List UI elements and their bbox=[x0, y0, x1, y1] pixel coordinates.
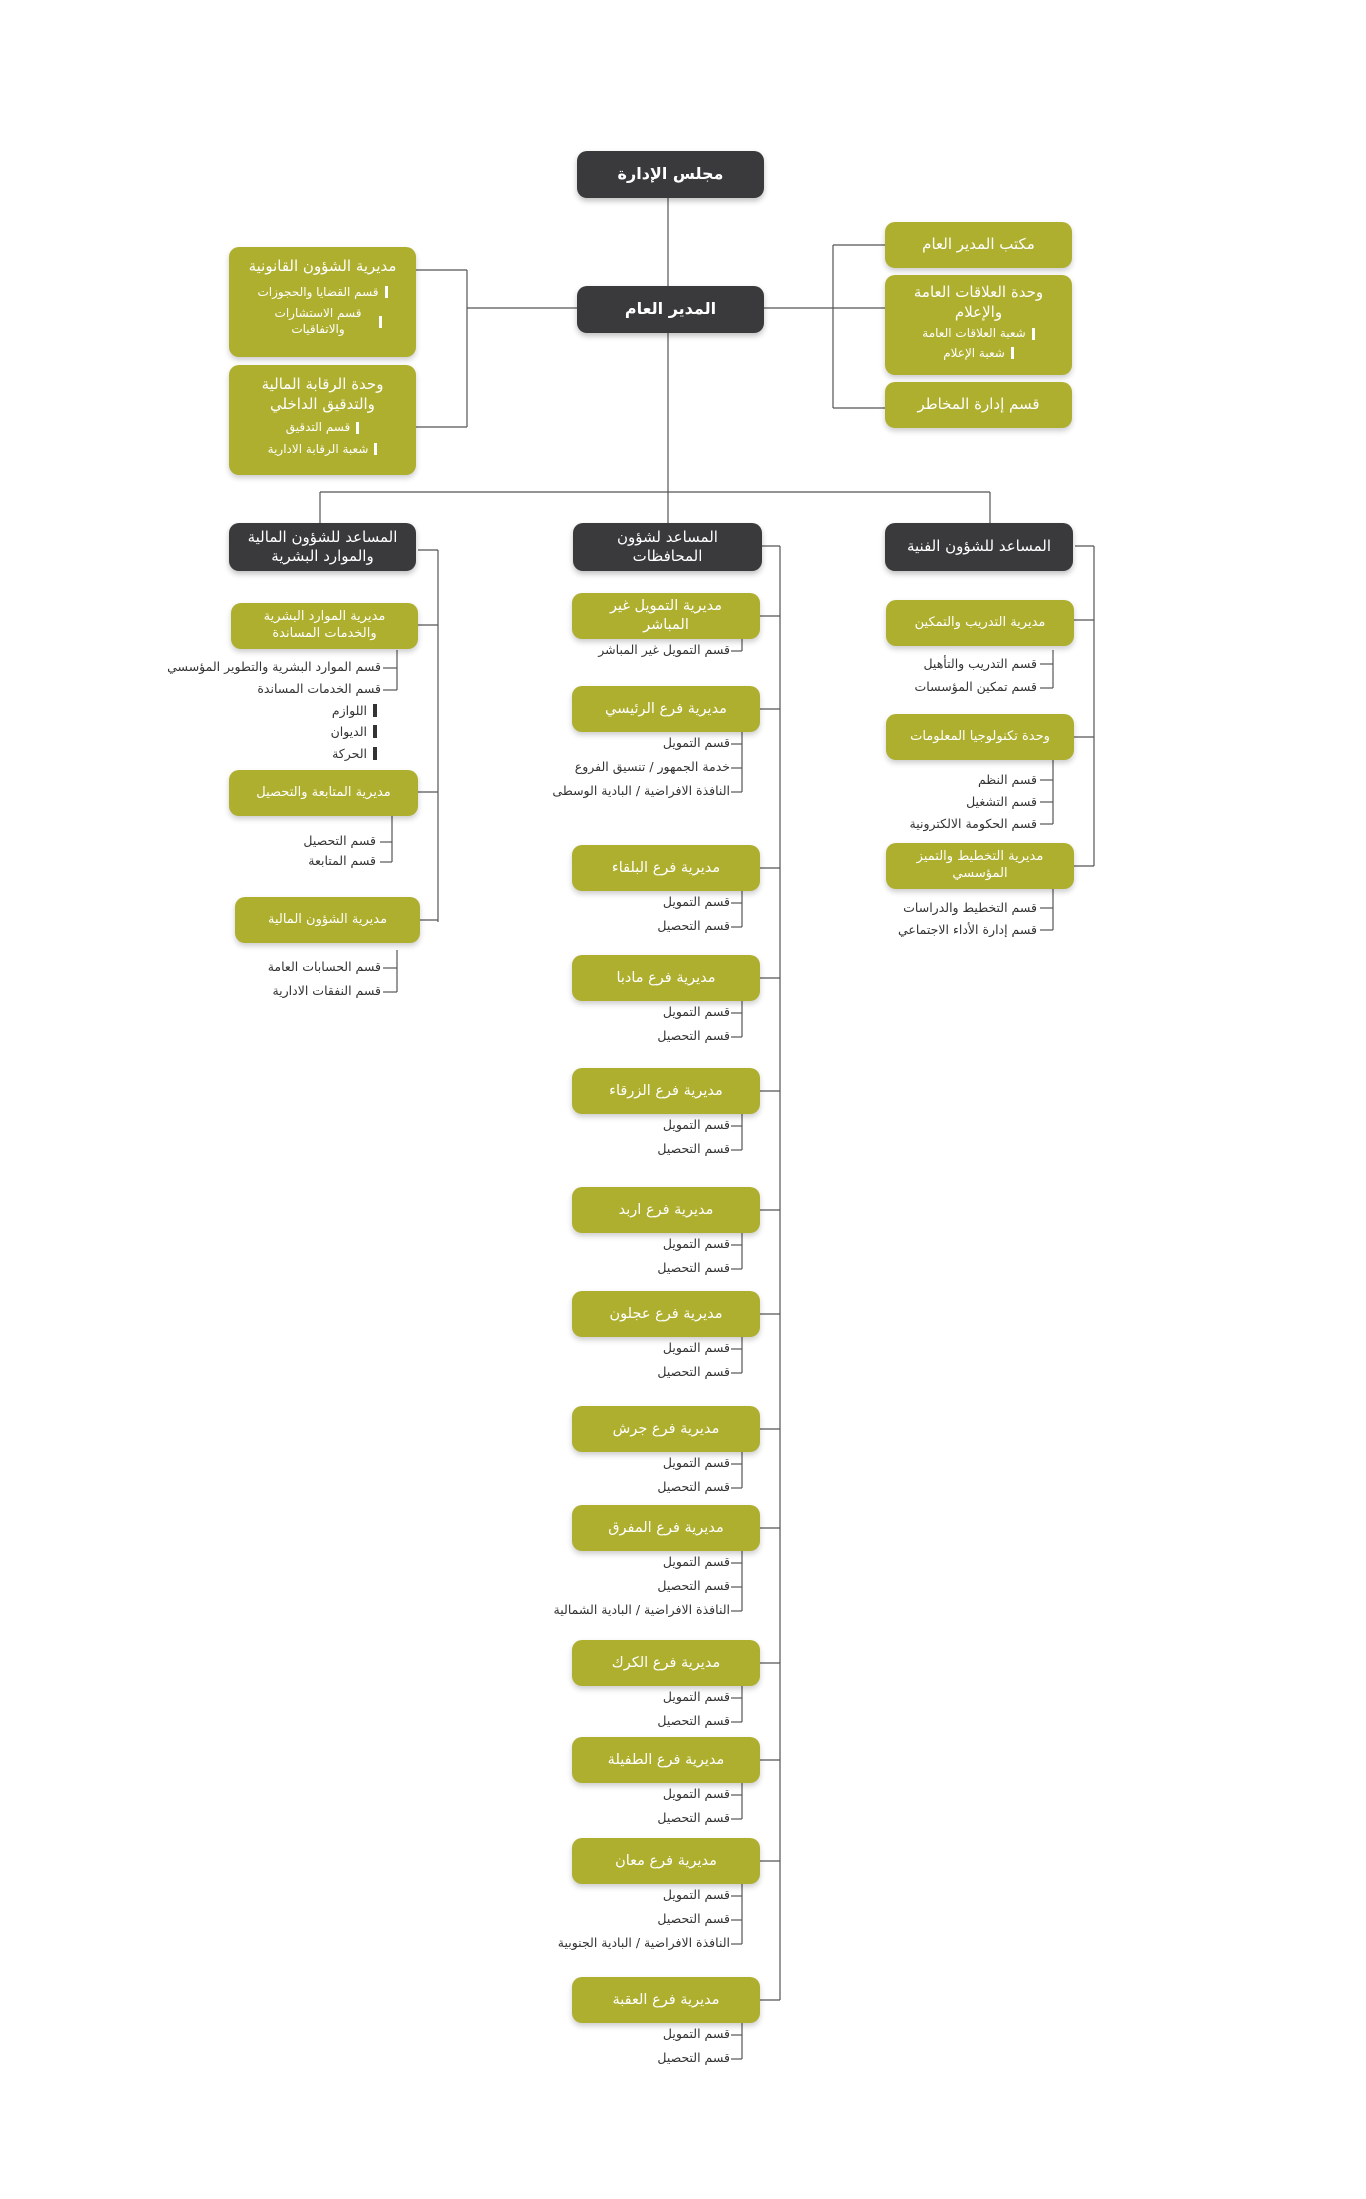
branch-item: قسم التحصيل bbox=[657, 1028, 730, 1043]
branch-title: مديرية فرع الزرقاء bbox=[609, 1082, 723, 1099]
branch-item: قسم التمويل bbox=[662, 894, 730, 909]
board-box bbox=[577, 151, 764, 198]
branch-item: قسم التمويل bbox=[662, 1117, 730, 1132]
branch-item: قسم التحصيل bbox=[657, 1260, 730, 1275]
branch-item: قسم التمويل bbox=[662, 1340, 730, 1355]
legal-item: قسم القضايا والحجوزات bbox=[257, 284, 379, 299]
training-directorate bbox=[886, 600, 1074, 646]
branch-title: مديرية فرع المفرق bbox=[608, 1519, 724, 1536]
pr-title: وحدة العلاقات العامة والإعلام bbox=[913, 283, 1044, 321]
hr-marked-item: اللوازم bbox=[331, 703, 367, 718]
branch-item: قسم التمويل bbox=[662, 1887, 730, 1902]
financial-item: قسم النفقات الادارية bbox=[272, 983, 381, 998]
marker-icon bbox=[373, 725, 377, 738]
branch-item: قسم التمويل bbox=[662, 1689, 730, 1704]
branch-directorate bbox=[572, 1068, 760, 1114]
branch-directorate bbox=[572, 1640, 760, 1686]
it-item: قسم النظم bbox=[977, 772, 1037, 787]
financial-title: مديرية الشؤون المالية bbox=[267, 911, 388, 927]
marker-icon bbox=[1011, 347, 1014, 359]
branch-directorate bbox=[572, 1737, 760, 1783]
branch-item: قسم التمويل bbox=[662, 1554, 730, 1569]
audit-item: قسم التدقيق bbox=[285, 420, 351, 434]
hr-directorate bbox=[231, 603, 418, 649]
pr-unit bbox=[885, 275, 1072, 375]
branch-title: مديرية فرع معان bbox=[615, 1852, 717, 1869]
branch-item: النافذة الافراضية / البادية الوسطى bbox=[552, 783, 730, 798]
branch-item: قسم التحصيل bbox=[657, 1364, 730, 1379]
branch-item: خدمة الجمهور / تنسيق الفروع bbox=[574, 759, 730, 774]
planning-title: مديرية التخطيط والتميز المؤسسي bbox=[916, 849, 1044, 881]
branch-item: قسم التحصيل bbox=[657, 1479, 730, 1494]
training-title: مديرية التدريب والتمكين bbox=[914, 614, 1046, 630]
risk-title: قسم إدارة المخاطر bbox=[917, 395, 1040, 414]
it-title: وحدة تكنولوجيا المعلومات bbox=[910, 728, 1050, 744]
it-item: قسم التشغيل bbox=[966, 794, 1037, 809]
marker-icon bbox=[356, 422, 359, 434]
branch-directorate bbox=[572, 1977, 760, 2023]
assistant-technical-label: المساعد للشؤون الفنية bbox=[906, 537, 1052, 556]
director-general-label: المدير العام bbox=[624, 299, 717, 319]
gm-office-title: مكتب المدير العام bbox=[922, 235, 1035, 254]
audit-title: وحدة الرقابة المالية والتدقيق الداخلي bbox=[261, 375, 384, 413]
branch-item: قسم التحصيل bbox=[657, 918, 730, 933]
branch-item: قسم التمويل bbox=[662, 1455, 730, 1470]
followup-directorate bbox=[229, 770, 418, 816]
board-label: مجلس الإدارة bbox=[617, 164, 724, 184]
branch-title: مديرية فرع جرش bbox=[612, 1420, 720, 1437]
branch-title: مديرية فرع العقبة bbox=[612, 1991, 720, 2008]
planning-directorate bbox=[886, 843, 1074, 889]
pr-item: شعبة الإعلام bbox=[943, 345, 1005, 360]
planning-item: قسم التخطيط والدراسات bbox=[903, 900, 1037, 915]
marker-icon bbox=[373, 747, 377, 760]
branch-title: مديرية فرع الكرك bbox=[611, 1654, 721, 1671]
branch-item: قسم التحصيل bbox=[657, 1141, 730, 1156]
followup-title: مديرية المتابعة والتحصيل bbox=[256, 784, 391, 800]
marker-icon bbox=[385, 286, 388, 298]
hr-item: قسم الخدمات المساندة bbox=[257, 681, 381, 696]
branch-title: مديرية فرع الرئيسي bbox=[605, 700, 727, 717]
marker-icon bbox=[1032, 328, 1035, 340]
branch-directorate bbox=[572, 955, 760, 1001]
pr-item: شعبة العلاقات العامة bbox=[922, 326, 1026, 340]
branch-item: قسم التمويل bbox=[662, 735, 730, 750]
training-item: قسم تمكين المؤسسات bbox=[914, 679, 1037, 694]
branch-title: مديرية فرع الطفيلة bbox=[607, 1751, 725, 1768]
hr-marked-item: الديوان bbox=[330, 724, 367, 739]
branch-item: قسم التحصيل bbox=[657, 1578, 730, 1593]
branch-directorate bbox=[572, 1406, 760, 1452]
branch-title: مديرية فرع مادبا bbox=[616, 969, 716, 986]
branch-item: قسم التحصيل bbox=[657, 1713, 730, 1728]
assistant-technical bbox=[885, 523, 1073, 571]
marker-icon bbox=[374, 443, 377, 455]
branch-directorate bbox=[572, 1291, 760, 1337]
assistant-finance-hr bbox=[229, 523, 416, 571]
followup-item: قسم المتابعة bbox=[308, 853, 376, 868]
branch-directorate bbox=[572, 845, 760, 891]
assistant-finance-hr-label: المساعد للشؤون المالية والموارد البشرية bbox=[247, 527, 398, 565]
branch-item: قسم التمويل bbox=[662, 1786, 730, 1801]
risk-unit bbox=[885, 382, 1072, 428]
branch-directorate bbox=[572, 686, 760, 732]
planning-item: قسم إدارة الأداء الاجتماعي bbox=[898, 922, 1037, 937]
hr-item: قسم الموارد البشرية والتطوير المؤسسي bbox=[167, 659, 381, 674]
director-general-box bbox=[577, 286, 764, 333]
gm-office-unit bbox=[885, 222, 1072, 268]
legal-unit bbox=[229, 247, 416, 357]
branch-item: قسم التمويل bbox=[662, 1004, 730, 1019]
branch-title: مديرية التمويل غير المباشر bbox=[609, 598, 723, 633]
branch-item: النافذة الافراضية / البادية الجنوبية bbox=[557, 1935, 730, 1950]
audit-item: شعبة الرقابة الادارية bbox=[267, 441, 369, 456]
branch-item: قسم التمويل bbox=[662, 1236, 730, 1251]
legal-title: مديرية الشؤون القانونية bbox=[248, 257, 397, 275]
assistant-governorates-label: المساعد لشؤون المحافظات bbox=[617, 527, 718, 565]
audit-unit bbox=[229, 365, 416, 475]
branch-item: قسم التحصيل bbox=[657, 1810, 730, 1825]
branch-item: النافذة الافراضية / البادية الشمالية bbox=[553, 1602, 730, 1617]
followup-item: قسم التحصيل bbox=[303, 833, 376, 848]
assistant-governorates bbox=[573, 523, 762, 571]
marker-icon bbox=[379, 316, 382, 328]
branch-title: مديرية فرع البلقاء bbox=[611, 859, 721, 876]
training-item: قسم التدريب والتأهيل bbox=[923, 656, 1037, 671]
branch-title: مديرية فرع اربد bbox=[618, 1201, 714, 1218]
branch-item: قسم التحصيل bbox=[657, 2050, 730, 2065]
hr-marked-item: الحركة bbox=[332, 746, 367, 761]
branch-item: قسم التمويل bbox=[662, 2026, 730, 2041]
branch-item: قسم التحصيل bbox=[657, 1911, 730, 1926]
branch-directorate bbox=[572, 1838, 760, 1884]
it-unit bbox=[886, 714, 1074, 760]
legal-item: قسم الاستشارات والاتفاقيات bbox=[274, 306, 362, 336]
branch-directorate bbox=[572, 1187, 760, 1233]
it-item: قسم الحكومة الالكترونية bbox=[909, 816, 1037, 831]
branch-title: مديرية فرع عجلون bbox=[609, 1305, 723, 1322]
hr-title: مديرية الموارد البشرية والخدمات المساندة bbox=[263, 609, 386, 641]
branch-item: قسم التمويل غير المباشر bbox=[598, 642, 730, 657]
branch-directorate bbox=[572, 593, 760, 639]
marker-icon bbox=[373, 704, 377, 717]
branch-directorate bbox=[572, 1505, 760, 1551]
financial-directorate bbox=[235, 897, 420, 943]
financial-item: قسم الحسابات العامة bbox=[267, 959, 381, 974]
